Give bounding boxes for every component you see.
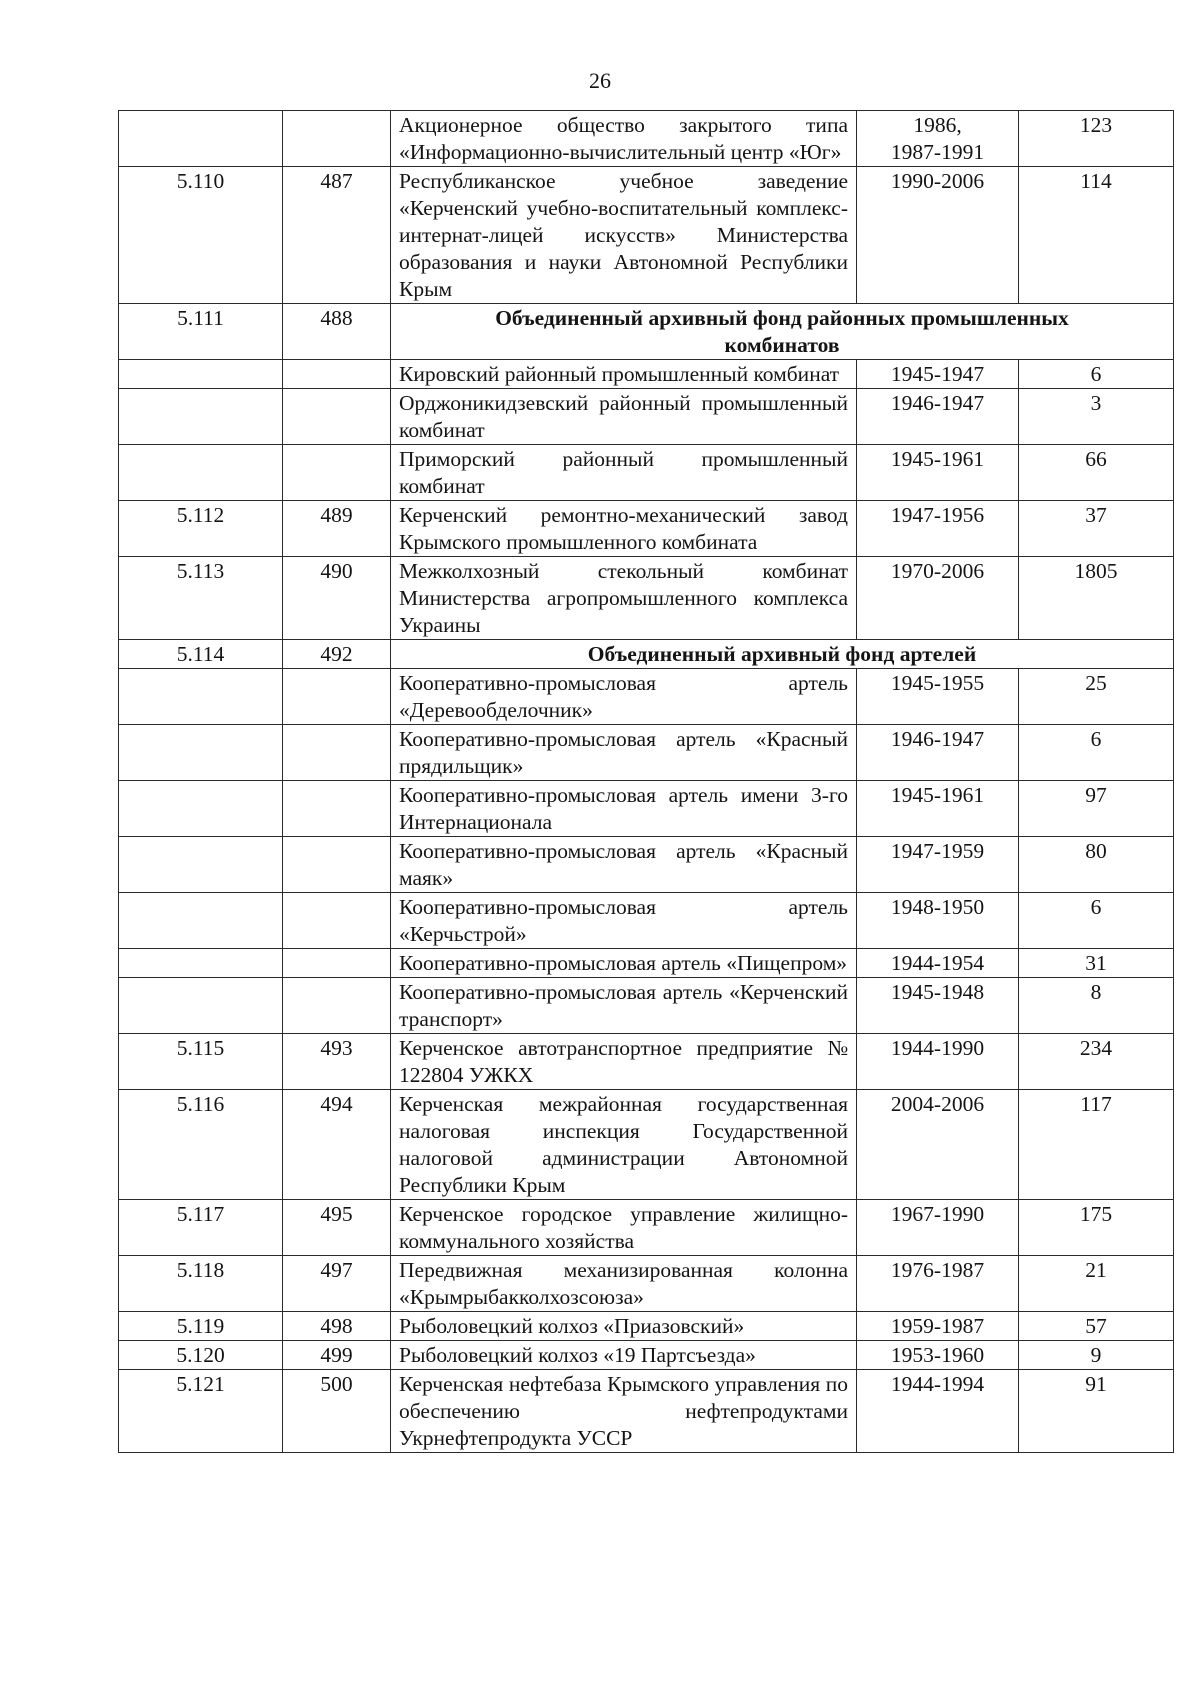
fond-number-cell: 488 [283, 304, 391, 360]
file-count-cell: 97 [1019, 781, 1174, 837]
table-row [119, 893, 1174, 949]
row-number-cell [119, 389, 283, 445]
date-range-cell [857, 360, 1019, 389]
file-count-cell: 175 [1019, 1200, 1174, 1256]
date-range-line: 1944-1994 [890, 1372, 985, 1396]
fond-number-cell: 498 [283, 1312, 391, 1341]
row-number-cell [119, 111, 283, 167]
date-range-cell [857, 1341, 1019, 1370]
fond-title-cell: Керченское городское управление жилищно-коммунального хозяйства [391, 1200, 857, 1256]
file-count-cell: 57 [1019, 1312, 1174, 1341]
date-range-cell [857, 557, 1019, 640]
table-row [119, 949, 1174, 978]
row-number-cell: 5.118 [119, 1256, 283, 1312]
date-range-line: 2004-2006 [890, 1092, 985, 1116]
fond-title-cell: Керченское автотранспортное предприятие № 122804 УЖКХ [391, 1034, 857, 1090]
row-number-cell [119, 978, 283, 1034]
fond-title-cell: Рыболовецкий колхоз «Приазовский» [391, 1312, 857, 1341]
fond-number-cell [283, 389, 391, 445]
date-range-cell [857, 1200, 1019, 1256]
fond-title-cell: Республиканское учебное заведение «Керченский учебно-воспитательный комплекс-интернат-лицей искусств» Министерства образования и науки Автономной Республики Крым [391, 167, 857, 304]
fond-title-cell: Межколхозный стекольный комбинат Министерства агропромышленного комплекса Украины [391, 557, 857, 640]
file-count-cell: 3 [1019, 389, 1174, 445]
file-count-cell: 9 [1019, 1341, 1174, 1370]
section-heading-line: Объединенный архивный фонд артелей [587, 642, 977, 666]
table-row [119, 725, 1174, 781]
date-range-line: 1945-1947 [890, 362, 985, 386]
file-count-cell: 123 [1019, 111, 1174, 167]
date-range-line: 1959-1987 [890, 1314, 985, 1338]
file-count-cell: 37 [1019, 501, 1174, 557]
table-row [119, 111, 1174, 167]
row-number-cell: 5.110 [119, 167, 283, 304]
date-range-cell [857, 1090, 1019, 1200]
file-count-cell: 117 [1019, 1090, 1174, 1200]
date-range-cell [857, 978, 1019, 1034]
date-range-line: 1986, [913, 113, 962, 137]
fond-title-cell: Кооперативно-промысловая артель «Красный маяк» [391, 837, 857, 893]
row-number-cell [119, 725, 283, 781]
row-number-cell: 5.111 [119, 304, 283, 360]
file-count-cell: 31 [1019, 949, 1174, 978]
table-row [119, 1200, 1174, 1256]
table-row [119, 557, 1174, 640]
fond-title-cell: Орджоникидзевский районный промышленный комбинат [391, 389, 857, 445]
section-heading-line: комбинатов [724, 333, 840, 357]
date-range-cell [857, 669, 1019, 725]
file-count-cell: 114 [1019, 167, 1174, 304]
date-range-cell [857, 111, 1019, 167]
row-number-cell: 5.115 [119, 1034, 283, 1090]
file-count-cell: 25 [1019, 669, 1174, 725]
date-range-line: 1947-1959 [890, 839, 985, 863]
row-number-cell [119, 893, 283, 949]
date-range-cell [857, 389, 1019, 445]
fond-number-cell [283, 725, 391, 781]
row-number-cell: 5.117 [119, 1200, 283, 1256]
date-range-line: 1990-2006 [890, 169, 985, 193]
fond-number-cell [283, 781, 391, 837]
date-range-line: 1953-1960 [890, 1343, 985, 1367]
fond-title-cell: Кооперативно-промысловая артель «Деревообделочник» [391, 669, 857, 725]
date-range-line: 1945-1961 [890, 447, 985, 471]
table-body [119, 111, 1174, 1453]
fond-number-cell: 490 [283, 557, 391, 640]
fond-number-cell: 492 [283, 640, 391, 669]
fond-number-cell: 497 [283, 1256, 391, 1312]
fond-number-cell [283, 837, 391, 893]
table-row [119, 1090, 1174, 1200]
date-range-cell [857, 1312, 1019, 1341]
fond-number-cell [283, 669, 391, 725]
fond-number-cell [283, 978, 391, 1034]
section-heading-cell [391, 640, 1174, 669]
fond-number-cell [283, 893, 391, 949]
fond-title-cell: Кооперативно-промысловая артель «Пищепром» [391, 949, 857, 978]
page-number: 26 [589, 68, 611, 93]
file-count-cell: 8 [1019, 978, 1174, 1034]
date-range-cell [857, 893, 1019, 949]
row-number-cell [119, 837, 283, 893]
date-range-line: 1945-1948 [890, 980, 985, 1004]
fond-number-cell: 493 [283, 1034, 391, 1090]
row-number-cell: 5.121 [119, 1370, 283, 1453]
date-range-cell [857, 1256, 1019, 1312]
date-range-cell [857, 167, 1019, 304]
fond-number-cell [283, 360, 391, 389]
fond-number-cell [283, 949, 391, 978]
date-range-cell [857, 1370, 1019, 1453]
file-count-cell: 234 [1019, 1034, 1174, 1090]
fond-number-cell [283, 445, 391, 501]
table-row [119, 1341, 1174, 1370]
table-section-row [119, 640, 1174, 669]
row-number-cell: 5.119 [119, 1312, 283, 1341]
table-row [119, 1034, 1174, 1090]
date-range-cell [857, 949, 1019, 978]
date-range-line: 1944-1990 [890, 1036, 985, 1060]
row-number-cell [119, 445, 283, 501]
table-row [119, 167, 1174, 304]
table-row [119, 1256, 1174, 1312]
table-section-row [119, 304, 1174, 360]
table-row [119, 1370, 1174, 1453]
fond-number-cell: 494 [283, 1090, 391, 1200]
fond-title-cell: Кооперативно-промысловая артель имени 3-го Интернационала [391, 781, 857, 837]
file-count-cell: 91 [1019, 1370, 1174, 1453]
section-heading-line: Объединенный архивный фонд районных промышленных [495, 306, 1069, 330]
fond-title-cell: Кировский районный промышленный комбинат [391, 360, 857, 389]
fond-title-cell: Кооперативно-промысловая артель «Керченский транспорт» [391, 978, 857, 1034]
date-range-line: 1948-1950 [890, 895, 985, 919]
table-row [119, 837, 1174, 893]
fond-title-cell: Акционерное общество закрытого типа «Информационно-вычислительный центр «Юг» [391, 111, 857, 167]
table-row [119, 445, 1174, 501]
fond-title-cell: Передвижная механизированная колонна «Крымрыбакколхозсоюза» [391, 1256, 857, 1312]
file-count-cell: 80 [1019, 837, 1174, 893]
file-count-cell: 6 [1019, 893, 1174, 949]
fond-number-cell: 489 [283, 501, 391, 557]
fond-title-cell: Керченский ремонтно-механический завод Крымского промышленного комбината [391, 501, 857, 557]
date-range-line: 1976-1987 [890, 1258, 985, 1282]
row-number-cell: 5.113 [119, 557, 283, 640]
table-row [119, 389, 1174, 445]
date-range-line: 1946-1947 [890, 727, 985, 751]
table-row [119, 781, 1174, 837]
fond-title-cell: Приморский районный промышленный комбинат [391, 445, 857, 501]
date-range-line: 1946-1947 [890, 391, 985, 415]
table-row [119, 501, 1174, 557]
date-range-line: 1967-1990 [890, 1202, 985, 1226]
fond-title-cell: Кооперативно-промысловая артель «Красный прядильщик» [391, 725, 857, 781]
fond-number-cell: 495 [283, 1200, 391, 1256]
table-row [119, 1312, 1174, 1341]
table-row [119, 360, 1174, 389]
file-count-cell: 66 [1019, 445, 1174, 501]
row-number-cell [119, 360, 283, 389]
date-range-cell [857, 501, 1019, 557]
table-row [119, 978, 1174, 1034]
archive-fonds-table [118, 110, 1174, 1453]
date-range-line: 1970-2006 [890, 559, 985, 583]
fond-title-cell: Рыболовецкий колхоз «19 Партсъезда» [391, 1341, 857, 1370]
row-number-cell: 5.114 [119, 640, 283, 669]
date-range-line: 1945-1961 [890, 783, 985, 807]
fond-number-cell: 499 [283, 1341, 391, 1370]
date-range-cell [857, 445, 1019, 501]
fond-number-cell: 500 [283, 1370, 391, 1453]
file-count-cell: 21 [1019, 1256, 1174, 1312]
row-number-cell [119, 949, 283, 978]
fond-title-cell: Кооперативно-промысловая артель «Керчьстрой» [391, 893, 857, 949]
table-row [119, 669, 1174, 725]
section-heading-cell [391, 304, 1174, 360]
date-range-cell [857, 781, 1019, 837]
date-range-line: 1944-1954 [890, 951, 985, 975]
date-range-cell [857, 725, 1019, 781]
row-number-cell [119, 781, 283, 837]
date-range-line: 1945-1955 [890, 671, 985, 695]
date-range-line: 1987-1991 [890, 140, 985, 164]
file-count-cell: 6 [1019, 360, 1174, 389]
date-range-line: 1947-1956 [890, 503, 985, 527]
file-count-cell: 6 [1019, 725, 1174, 781]
fond-title-cell: Керченская нефтебаза Крымского управления по обеспечению нефтепродуктами Укрнефтепродукта УССР [391, 1370, 857, 1453]
fond-number-cell [283, 111, 391, 167]
fond-number-cell: 487 [283, 167, 391, 304]
row-number-cell: 5.112 [119, 501, 283, 557]
file-count-cell: 1805 [1019, 557, 1174, 640]
row-number-cell: 5.120 [119, 1341, 283, 1370]
row-number-cell: 5.116 [119, 1090, 283, 1200]
row-number-cell [119, 669, 283, 725]
date-range-cell [857, 1034, 1019, 1090]
date-range-cell [857, 837, 1019, 893]
fond-title-cell: Керченская межрайонная государственная налоговая инспекция Государственной налоговой администрации Автономной Республики Крым [391, 1090, 857, 1200]
